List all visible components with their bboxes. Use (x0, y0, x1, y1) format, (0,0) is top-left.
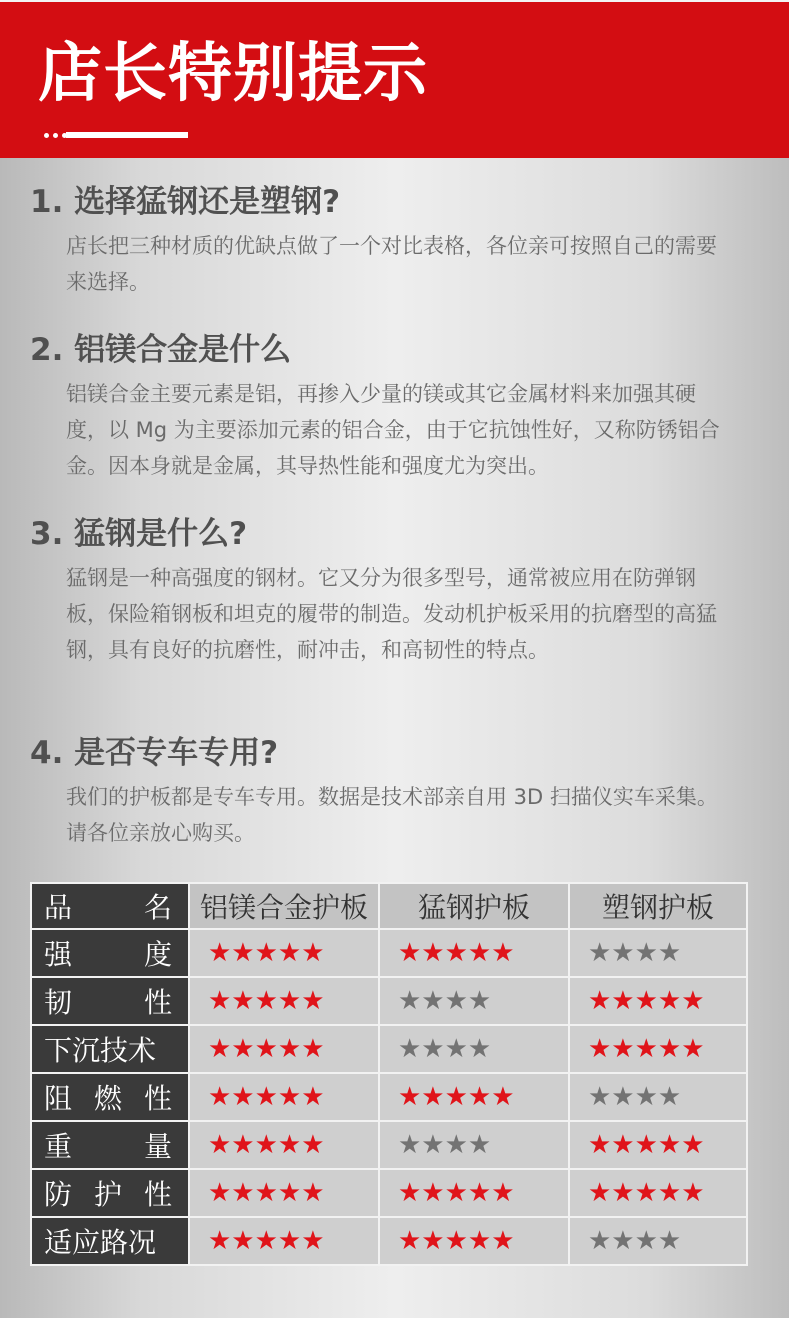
row-label-text: 下沉技术 (44, 1034, 157, 1067)
section-4 (30, 733, 750, 851)
star-rating-cell: ★★★★★ (569, 977, 747, 1025)
row-label-text: 性 (143, 1178, 172, 1211)
star-rating-cell: ★★★★★ (189, 929, 379, 977)
section-1 (30, 182, 750, 300)
section-heading: 2. 铝镁合金是什么 (30, 332, 292, 368)
table-row (31, 1121, 747, 1169)
row-label-text: 适应路况 (44, 1226, 157, 1259)
star-rating-cell: ★★★★ (569, 1073, 747, 1121)
comparison-table (30, 882, 748, 1266)
table-header-row (31, 883, 747, 929)
row-label-text: 护 (93, 1178, 122, 1211)
row-label (31, 1121, 189, 1169)
star-rating-cell: ★★★★★ (569, 1169, 747, 1217)
star-rating-cell: ★★★★★ (379, 929, 569, 977)
row-label (31, 1169, 189, 1217)
section-body: 店长把三种材质的优缺点做了一个对比表格，各位亲可按照自己的需要来选择。 (66, 234, 717, 294)
star-rating-cell: ★★★★ (569, 929, 747, 977)
table-row (31, 1169, 747, 1217)
row-label-text: 阻 (44, 1082, 73, 1115)
section-heading: 3. 猛钢是什么? (30, 516, 248, 552)
table-row (31, 977, 747, 1025)
table-row (31, 1073, 747, 1121)
row-label (31, 977, 189, 1025)
corner-char: 品 (44, 891, 73, 924)
star-rating-cell: ★★★★ (379, 977, 569, 1025)
row-label-text: 韧 (44, 986, 73, 1019)
star-rating-cell: ★★★★★ (189, 1217, 379, 1265)
row-label-text: 性 (143, 986, 172, 1019)
row-label-text: 度 (143, 938, 172, 971)
section-body: 我们的护板都是专车专用。数据是技术部亲自用 3D 扫描仪实车采集。请各位亲放心购买。 (66, 785, 718, 845)
star-rating-cell: ★★★★ (379, 1121, 569, 1169)
star-rating-cell: ★★★★★ (379, 1073, 569, 1121)
star-rating-cell: ★★★★★ (189, 1025, 379, 1073)
star-rating-cell: ★★★★ (569, 1217, 747, 1265)
star-rating-cell: ★★★★★ (569, 1025, 747, 1073)
section-heading: 1. 选择猛钢还是塑钢? (30, 184, 341, 220)
row-label (31, 1025, 189, 1073)
section-body: 猛钢是一种高强度的钢材。它又分为很多型号，通常被应用在防弹钢板，保险箱钢板和坦克的履带的制造。发动机护板采用的抗磨型的高猛钢，具有良好的抗磨性，耐冲击，和高韧性的特点。 (66, 566, 717, 662)
table-row (31, 929, 747, 977)
row-label-text: 防 (44, 1178, 73, 1211)
star-rating-cell: ★★★★★ (189, 1169, 379, 1217)
row-label (31, 1217, 189, 1265)
star-rating-cell: ★★★★★ (569, 1121, 747, 1169)
corner-cell (31, 883, 189, 929)
section-2 (30, 330, 750, 484)
row-label-text: 性 (143, 1082, 172, 1115)
row-label (31, 1073, 189, 1121)
column-header-plastic-steel: 塑钢护板 (569, 883, 747, 929)
star-rating-cell: ★★★★★ (189, 977, 379, 1025)
table-row (31, 1217, 747, 1265)
row-label-text: 强 (44, 938, 73, 971)
banner-underline (66, 132, 188, 138)
banner-title: 店长特别提示 (38, 37, 428, 111)
title-banner (0, 0, 789, 158)
star-rating-cell: ★★★★★ (379, 1217, 569, 1265)
table-row (31, 1025, 747, 1073)
banner-dots-decoration (44, 133, 67, 138)
column-header-manganese-steel: 猛钢护板 (379, 883, 569, 929)
section-3 (30, 514, 750, 668)
star-rating-cell: ★★★★★ (189, 1073, 379, 1121)
row-label (31, 929, 189, 977)
row-label-text: 重 (44, 1130, 73, 1163)
column-header-aluminum: 铝镁合金护板 (189, 883, 379, 929)
star-rating-cell: ★★★★ (379, 1025, 569, 1073)
star-rating-cell: ★★★★★ (379, 1169, 569, 1217)
row-label-text: 燃 (93, 1082, 122, 1115)
row-label-text: 量 (143, 1130, 172, 1163)
corner-char: 名 (143, 891, 172, 924)
star-rating-cell: ★★★★★ (189, 1121, 379, 1169)
section-heading: 4. 是否专车专用? (30, 735, 279, 771)
section-body: 铝镁合金主要元素是铝，再掺入少量的镁或其它金属材料来加强其硬度，以 Mg 为主要添加元素的铝合金，由于它抗蚀性好，又称防锈铝合金。因本身就是金属，其导热性能和强度尤为突出。 (66, 382, 720, 478)
